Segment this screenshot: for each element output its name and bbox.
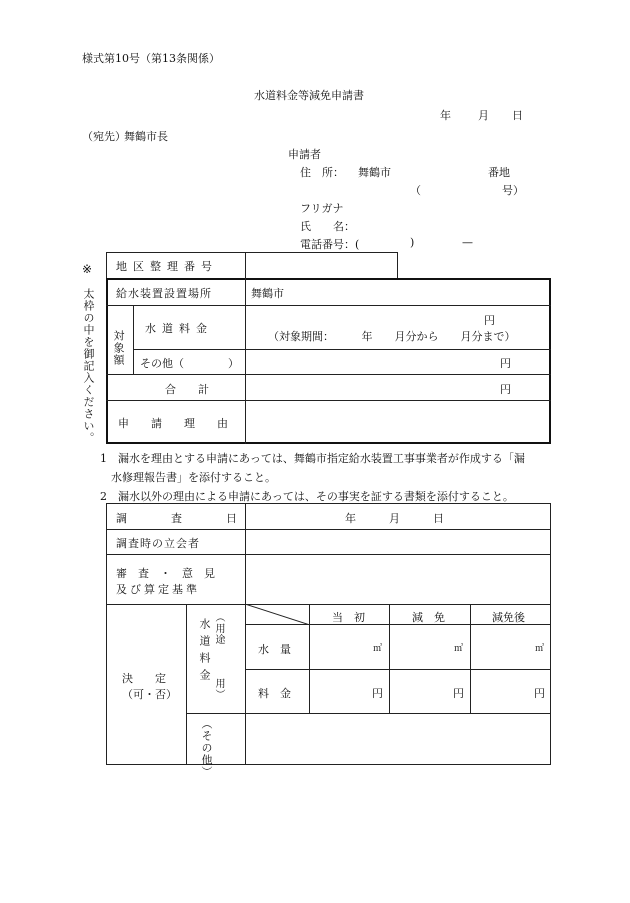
phone-label: 電話番号：(: [300, 238, 360, 251]
col-after: 減免後: [492, 611, 525, 624]
address-banchi: 番地: [488, 166, 510, 179]
decision-sub: （可・否）: [122, 688, 177, 701]
fee-yen-initial: 円: [372, 687, 383, 700]
fee-yen-reduction: 円: [453, 687, 464, 700]
col-initial: 当 初: [332, 611, 365, 624]
water-fee-yen: 円: [484, 314, 495, 327]
district-number-label: 地区整理番号: [116, 260, 218, 273]
target-period: （対象期間： 年 月分から 月分まで）: [268, 330, 516, 343]
date-day: 日: [512, 109, 523, 122]
survey-date-value: 年 月 日: [345, 512, 444, 525]
addressee-prefix: （宛先）: [82, 130, 126, 143]
row-fee: 料 金: [258, 687, 291, 700]
name-label: 氏 名：: [300, 220, 355, 233]
water-fee-label: 水道料金: [145, 322, 213, 335]
address-label: 住 所：: [300, 166, 344, 179]
document-title: 水道料金等減免申請書: [254, 89, 364, 102]
diagonal-header-line: [245, 604, 310, 625]
phone-close: ): [410, 236, 415, 249]
row-volume: 水 量: [258, 643, 291, 656]
supply-location-city: 舞鶴市: [251, 287, 284, 300]
volume-m3-after: ㎥: [535, 644, 545, 654]
water-fee-vertical: 水道料金: [198, 618, 211, 686]
total-label: 合 計: [165, 383, 209, 396]
other-yen: 円: [500, 357, 511, 370]
decision-label: 決 定: [122, 672, 166, 685]
furigana-label: フリガナ: [300, 202, 344, 215]
side-note: 太枠の中を御記入ください。: [82, 288, 95, 444]
total-yen: 円: [500, 383, 511, 396]
address-go: 号）: [502, 184, 524, 197]
col-reduction: 減 免: [412, 611, 445, 624]
form-number: 様式第10号（第13条関係）: [82, 52, 220, 65]
other-label: その他（ ）: [140, 357, 239, 370]
note-1a: 1 漏水を理由とする申請にあっては、舞鶴市指定給水装置工事事業者が作成する「漏: [100, 452, 525, 465]
note-2: 2 漏水以外の理由による申請にあっては、その事実を証する書類を添付すること。: [100, 490, 514, 503]
date-year: 年: [440, 109, 451, 122]
review-label-2: 及び算定基準: [116, 583, 200, 596]
addressee-name: 舞鶴市長: [124, 130, 168, 143]
address-go-open: （: [410, 184, 421, 197]
note-mark: ※: [82, 262, 93, 276]
target-amount-label: 対象額: [112, 330, 125, 366]
fee-yen-after: 円: [534, 687, 545, 700]
usage-vertical: （用途 用）: [213, 612, 224, 700]
phone-dash: —: [462, 236, 473, 249]
address-city: 舞鶴市: [358, 166, 391, 179]
other-vertical: （その他）: [200, 718, 213, 778]
applicant-heading: 申請者: [288, 148, 321, 161]
review-label-1: 審 査 ・ 意 見: [116, 567, 215, 580]
volume-m3-reduction: ㎥: [454, 644, 464, 654]
volume-m3-initial: ㎥: [373, 644, 383, 654]
supply-location-label: 給水装置設置場所: [116, 287, 212, 300]
witness-label: 調査時の立会者: [116, 537, 200, 550]
date-month: 月: [478, 109, 489, 122]
reason-label: 申 請 理 由: [118, 417, 228, 430]
note-1b: 水修理報告書」を添付すること。: [100, 471, 276, 484]
survey-date-label: 調 査 日: [116, 512, 237, 525]
